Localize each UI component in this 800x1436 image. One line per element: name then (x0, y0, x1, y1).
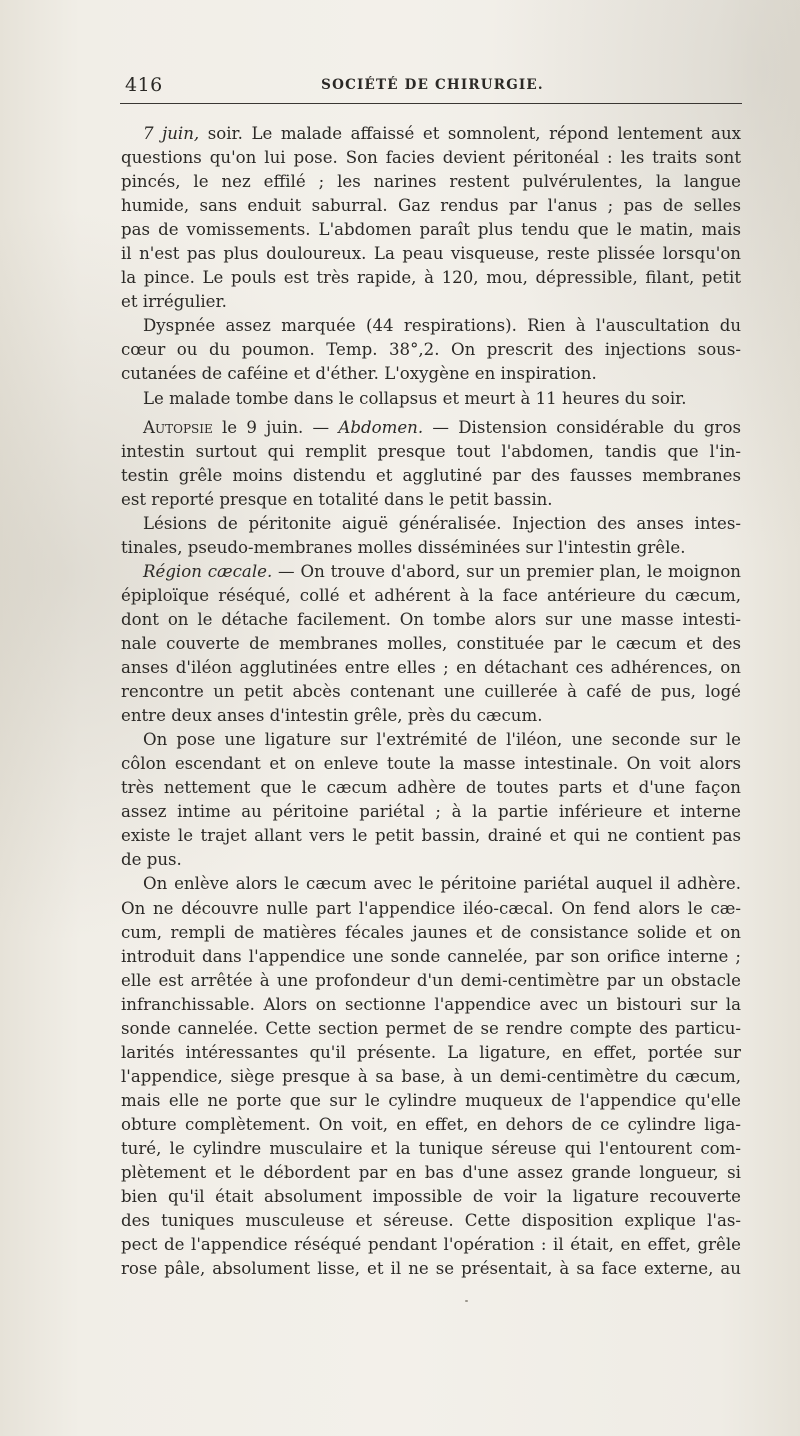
text-line: On ne découvre nulle part l'appendice iléo-cæcal. On fend alors le cæ- (121, 898, 741, 918)
text-line: tinales, pseudo-membranes molles disséminées sur l'intestin grêle. (121, 537, 686, 557)
text-line: On pose une ligature sur l'extrémité de l'iléon, une seconde sur le (143, 730, 741, 750)
text-line: entre deux anses d'intestin grêle, près du cæcum. (121, 706, 543, 726)
paragraph (121, 728, 741, 872)
text-line: intestin surtout qui remplit presque tout l'abdomen, tandis que l'in- (121, 441, 741, 461)
text-line: rose pâle, absolument lisse, et il ne se présentait, à sa face externe, au (121, 1259, 741, 1279)
text-line: Lésions de péritonite aiguë généralisée. Injection des anses intes- (143, 513, 741, 533)
page-header (123, 68, 742, 100)
text-line: questions qu'on lui pose. Son facies devient péritonéal : les traits sont (121, 148, 741, 168)
text-line: est reporté presque en totalité dans le petit bassin. (121, 489, 553, 509)
italic-lead: Région cæcale. (143, 561, 273, 581)
text-line: épiploïque réséqué, collé et adhérent à la face antérieure du cæcum, (121, 585, 741, 605)
paragraph (121, 314, 741, 386)
text-line: On enlève alors le cæcum avec le péritoine pariétal auquel il adhère. (143, 874, 741, 894)
text-line: pect de l'appendice réséqué pendant l'opération : il était, en effet, grêle (121, 1235, 741, 1255)
text-line: turé, le cylindre musculaire et la tunique séreuse qui l'entourent com- (121, 1138, 741, 1158)
text-line: cœur ou du poumon. Temp. 38°,2. On prescrit des injections sous- (121, 340, 741, 360)
paragraph (121, 416, 741, 512)
text-line: anses d'iléon agglutinées entre elles ; en détachant ces adhérences, on (121, 658, 741, 678)
text-line: introduit dans l'appendice une sonde cannelée, par son orifice interne ; (121, 946, 741, 966)
text-line: la pince. Le pouls est très rapide, à 120, mou, dépressible, filant, petit (121, 268, 741, 288)
text-line: Région cæcale. — On trouve d'abord, sur un premier plan, le moignon (143, 561, 741, 581)
text-line: infranchissable. Alors on sectionne l'appendice avec un bistouri sur la (121, 994, 741, 1014)
text-line: Autopsie le 9 juin. — Abdomen. — Distension considérable du gros (143, 417, 741, 437)
paragraph (121, 512, 741, 560)
paper-speck (465, 1300, 468, 1302)
text-line: de pus. (121, 850, 182, 870)
text-line: l'appendice, siège presque à sa base, à un demi-centimètre du cæcum, (121, 1066, 741, 1086)
text-line: existe le trajet allant vers le petit bassin, drainé et qui ne contient pas (121, 826, 741, 846)
italic-lead: 7 juin, (143, 124, 200, 143)
text-line: larités intéressantes qu'il présente. La ligature, en effet, portée sur (121, 1042, 741, 1062)
text-line: elle est arrêtée à une profondeur d'un demi-centimètre par un obstacle (121, 970, 741, 990)
text-line: des tuniques musculeuse et séreuse. Cette disposition explique l'as- (121, 1211, 741, 1231)
text-line: humide, sans enduit saburral. Gaz rendus par l'anus ; pas de selles (121, 196, 741, 216)
text-line: pincés, le nez effilé ; les narines restent pulvérulentes, la langue (121, 172, 741, 192)
body-text (121, 122, 741, 1281)
page-number: 416 (125, 74, 163, 96)
text-line: il n'est pas plus douloureux. La peau visqueuse, reste plissée lorsqu'on (121, 244, 741, 264)
text-line: cum, rempli de matières fécales jaunes et de consistance solide et on (121, 922, 741, 942)
smallcaps-lead: Autopsie (143, 417, 213, 437)
text-line: bien qu'il était absolument impossible de voir la ligature recouverte (121, 1187, 741, 1207)
paragraph (121, 872, 741, 1281)
running-head: SOCIÉTÉ DE CHIRURGIE. (321, 77, 544, 93)
text-line: plètement et le débordent par en bas d'une assez grande longueur, si (121, 1163, 741, 1183)
paragraph (121, 560, 741, 728)
text-line: nale couverte de membranes molles, constituée par le cæcum et des (121, 633, 741, 653)
text-line: très nettement que le cæcum adhère de toutes parts et d'une façon (121, 778, 741, 798)
text-line: cutanées de caféine et d'éther. L'oxygène en inspiration. (121, 364, 597, 384)
text-line: Le malade tombe dans le collapsus et meurt à 11 heures du soir. (143, 388, 687, 408)
text-line: mais elle ne porte que sur le cylindre muqueux de l'appendice qu'elle (121, 1090, 741, 1110)
text-line: pas de vomissements. L'abdomen paraît plus tendu que le matin, mais (121, 220, 741, 240)
paragraph (121, 122, 741, 314)
header-rule (120, 103, 742, 104)
text-line: 7 juin, soir. Le malade affaissé et somnolent, répond lentement aux (143, 124, 741, 143)
text-line: rencontre un petit abcès contenant une cuillerée à café de pus, logé (121, 682, 741, 702)
text-line: Dyspnée assez marquée (44 respirations). Rien à l'auscultation du (143, 316, 741, 336)
text-line: assez intime au péritoine pariétal ; à la partie inférieure et interne (121, 802, 741, 822)
text-line: sonde cannelée. Cette section permet de se rendre compte des particu- (121, 1018, 741, 1038)
text-line: dont on le détache facilement. On tombe alors sur une masse intesti- (121, 609, 741, 629)
paragraph (121, 387, 741, 411)
text-line: obture complètement. On voit, en effet, en dehors de ce cylindre liga- (121, 1114, 741, 1134)
text-line: et irrégulier. (121, 292, 227, 312)
text-line: testin grêle moins distendu et agglutiné par des fausses membranes (121, 465, 741, 485)
text-line: côlon escendant et on enleve toute la masse intestinale. On voit alors (121, 754, 741, 774)
italic-lead: Abdomen. (338, 417, 424, 437)
